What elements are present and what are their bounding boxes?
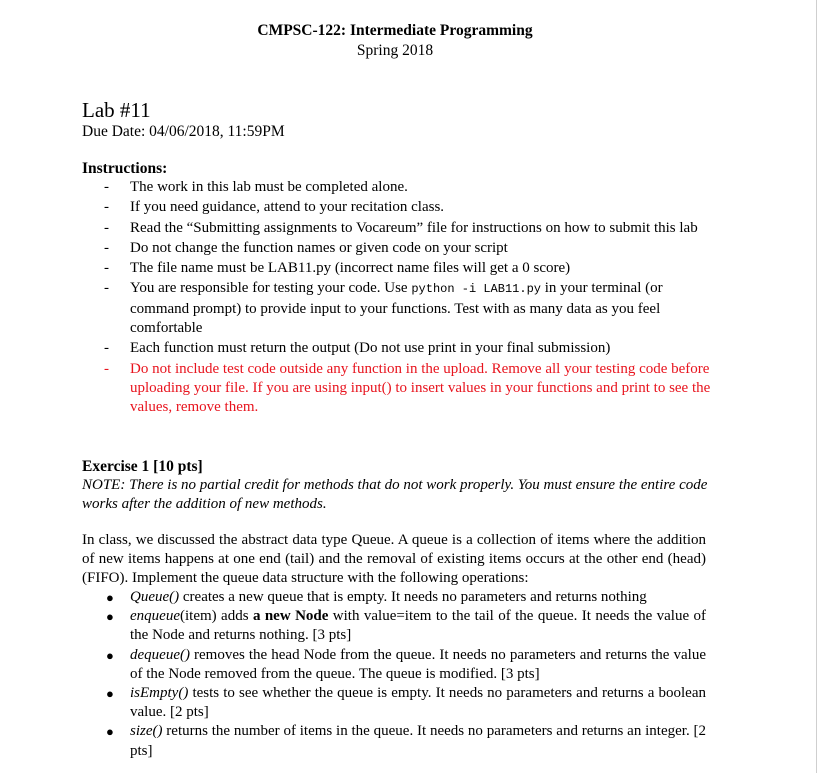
list-item: - The file name must be LAB11.py (incorrect name files will get a 0 score) — [104, 260, 571, 277]
list-item: ● enqueue(item) adds a new Node with value=item to the tail of the queue. It needs the value of the Node and returns nothing. [3 pts] — [106, 608, 706, 644]
bullet-icon: ● — [106, 590, 114, 605]
list-item: ● Queue() creates a new queue that is empty. It needs no parameters and returns nothing — [82, 588, 706, 607]
bullet-icon: ● — [106, 724, 114, 740]
exercise-note: NOTE: There is no partial credit for methods that do not work properly. You must ensure the entire code works after the addition of new methods. — [82, 477, 708, 512]
list-item: - Each function must return the output (Do not use print in your final submission) — [104, 340, 611, 357]
due-date: Due Date: 04/06/2018, 11:59PM — [82, 123, 285, 140]
list-item: ● dequeue() removes the head Node from the queue. It needs no parameters and returns the value of the Node removed from the queue. The queue is modified. [3 pts] — [106, 646, 706, 682]
list-item: - You are responsible for testing your code. Use python -i LAB11.py in your terminal (or command prompt) to provide input to your functions. Test with as many data as you feel comfortable — [104, 280, 663, 337]
exercise-paragraph: In class, we discussed the abstract data type Queue. A queue is a collection of items where the addition of new items happens at one end (tail) and the removal of existing items occurs at the other end (head) (FIFO). Implement the queue data structure with the following operations: — [82, 532, 706, 587]
operations-list — [82, 588, 706, 761]
instructions-list — [82, 178, 712, 419]
command-code: python -i LAB11.py — [411, 282, 541, 297]
list-item: - If you need guidance, attend to your recitation class. — [104, 199, 445, 216]
warning-item: - Do not include test code outside any function in the upload. Remove all your testing code before uploading your file. If you are using input() to insert values in your functions and print to see the values, remove them. — [104, 360, 711, 416]
list-item: - The work in this lab must be completed alone. — [104, 179, 408, 195]
list-item: ● isEmpty() tests to see whether the queue is empty. It needs no parameters and returns a boolean value. [2 pts] — [106, 685, 706, 721]
instructions-heading: Instructions: — [82, 160, 168, 177]
document-header — [0, 20, 790, 60]
bullet-icon: ● — [106, 647, 114, 663]
exercise-heading: Exercise 1 [10 pts] — [82, 458, 203, 475]
bullet-icon: ● — [106, 609, 114, 625]
term-label: Spring 2018 — [356, 42, 434, 59]
lab-title: Lab #11 — [82, 98, 151, 122]
course-title: CMPSC-122: Intermediate Programming — [257, 22, 533, 39]
list-item: - Read the “Submitting assignments to Vocareum” file for instructions on how to submit this lab — [104, 219, 698, 236]
list-item: ● size() returns the number of items in the queue. It needs no parameters and returns an integer. [2 pts] — [106, 723, 706, 759]
bullet-icon: ● — [106, 686, 114, 702]
list-item: - Do not change the function names or given code on your script — [104, 239, 508, 256]
